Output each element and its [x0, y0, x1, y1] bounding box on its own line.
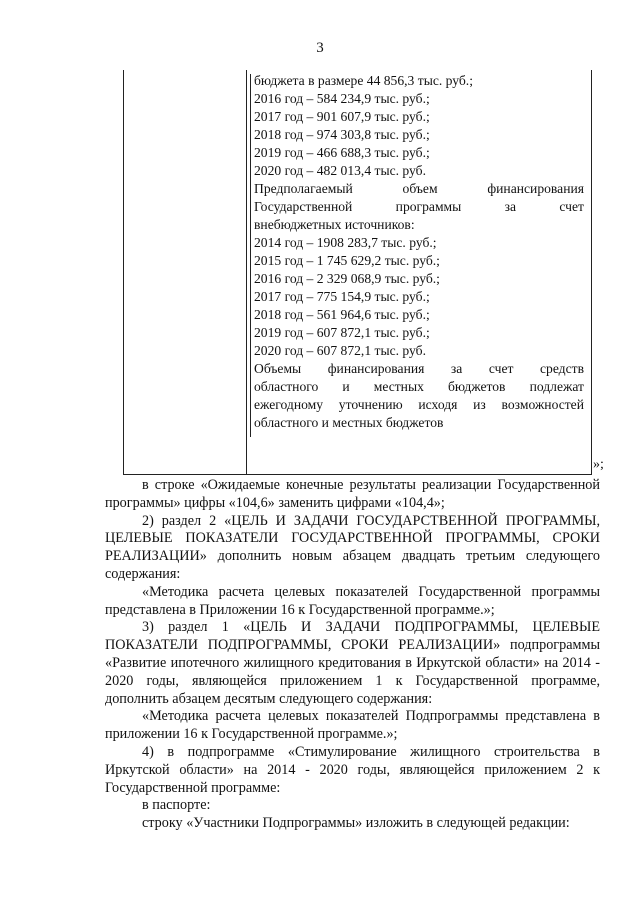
extrabudget-line: 2017 год – 775 154,9 тыс. руб.;: [254, 289, 430, 304]
paragraph-item-3: 3) раздел 1 «ЦЕЛЬ И ЗАДАЧИ ПОДПРОГРАММЫ, ЦЕЛЕВЫЕ ПОКАЗАТЕЛИ ПОДПРОГРАММЫ, СРОКИ РЕАЛИЗАЦИИ» подпрограммы «Развитие ипотечного жилищного кредитования в Иркутской области» на 2014 - 2020 годы, являющейся приложением 1 к Государственной программе, дополнить абзацем десятым следующего содержания:: [105, 619, 600, 707]
paragraph-quote-1: «Методика расчета целевых показателей Государственной программы представлена в Приложении 16 к Государственной программе.»;: [105, 583, 600, 618]
extrabudget-line: 2015 год – 1 745 629,2 тыс. руб.;: [254, 253, 440, 268]
funding-heading: Предполагаемый объем финансирования: [254, 181, 584, 196]
funding-note: Объемы финансирования за счет средств: [254, 361, 584, 376]
funding-heading: внебюджетных источников:: [254, 217, 415, 232]
paragraph-item-2: 2) раздел 2 «ЦЕЛЬ И ЗАДАЧИ ГОСУДАРСТВЕННОЙ ПРОГРАММЫ, ЦЕЛЕВЫЕ ПОКАЗАТЕЛИ ГОСУДАРСТВЕННОЙ ПРОГРАММЫ, СРОКИ РЕАЛИЗАЦИИ» дополнить новым абзацем двадцать третьим следующего содержания:: [105, 512, 600, 582]
funding-line: 2018 год – 974 303,8 тыс. руб.;: [254, 127, 430, 142]
funding-note: областного и местных бюджетов подлежат: [254, 379, 584, 394]
cell-inner-rule: [250, 74, 251, 437]
funding-line: 2020 год – 482 013,4 тыс. руб.: [254, 163, 426, 178]
paragraph-participants: строку «Участники Подпрограммы» изложить в следующей редакции:: [142, 815, 570, 832]
page-number: 3: [316, 40, 324, 56]
table-right-cell: [246, 70, 592, 475]
paragraph-expected-results: в строке «Ожидаемые конечные результаты реализации Государственной программы» цифры «104,6» заменить цифрами «104,4»;: [105, 477, 600, 511]
funding-note: ежегодному уточнению исходя из возможностей: [254, 397, 584, 412]
paragraph-item-4: 4) в подпрограмме «Стимулирование жилищного строительства в Иркутской области» на 2014 - 2020 годы, являющейся приложением 2 к Государственной программе:: [105, 743, 600, 796]
funding-text: [254, 72, 584, 432]
paragraph-quote-2: «Методика расчета целевых показателей Подпрограммы представлена в приложении 16 к Государственной программе.»;: [105, 708, 600, 743]
extrabudget-line: 2019 год – 607 872,1 тыс. руб.;: [254, 325, 430, 340]
cell-close-quote: »;: [593, 457, 604, 472]
document-body: [105, 477, 600, 833]
funding-line: 2017 год – 901 607,9 тыс. руб.;: [254, 109, 430, 124]
funding-line: 2016 год – 584 234,9 тыс. руб.;: [254, 91, 430, 106]
funding-line: 2019 год – 466 688,3 тыс. руб.;: [254, 145, 430, 160]
extrabudget-line: 2014 год – 1908 283,7 тыс. руб.;: [254, 235, 437, 250]
funding-line: бюджета в размере 44 856,3 тыс. руб.;: [254, 73, 473, 88]
funding-heading: Государственной программы за счет: [254, 199, 584, 214]
table-left-cell: [123, 70, 247, 475]
funding-note: областного и местных бюджетов: [254, 415, 444, 430]
extrabudget-line: 2020 год – 607 872,1 тыс. руб.: [254, 343, 426, 358]
extrabudget-line: 2018 год – 561 964,6 тыс. руб.;: [254, 307, 430, 322]
extrabudget-line: 2016 год – 2 329 068,9 тыс. руб.;: [254, 271, 440, 286]
passport-table: [123, 70, 593, 476]
paragraph-passport: в паспорте:: [142, 797, 211, 814]
